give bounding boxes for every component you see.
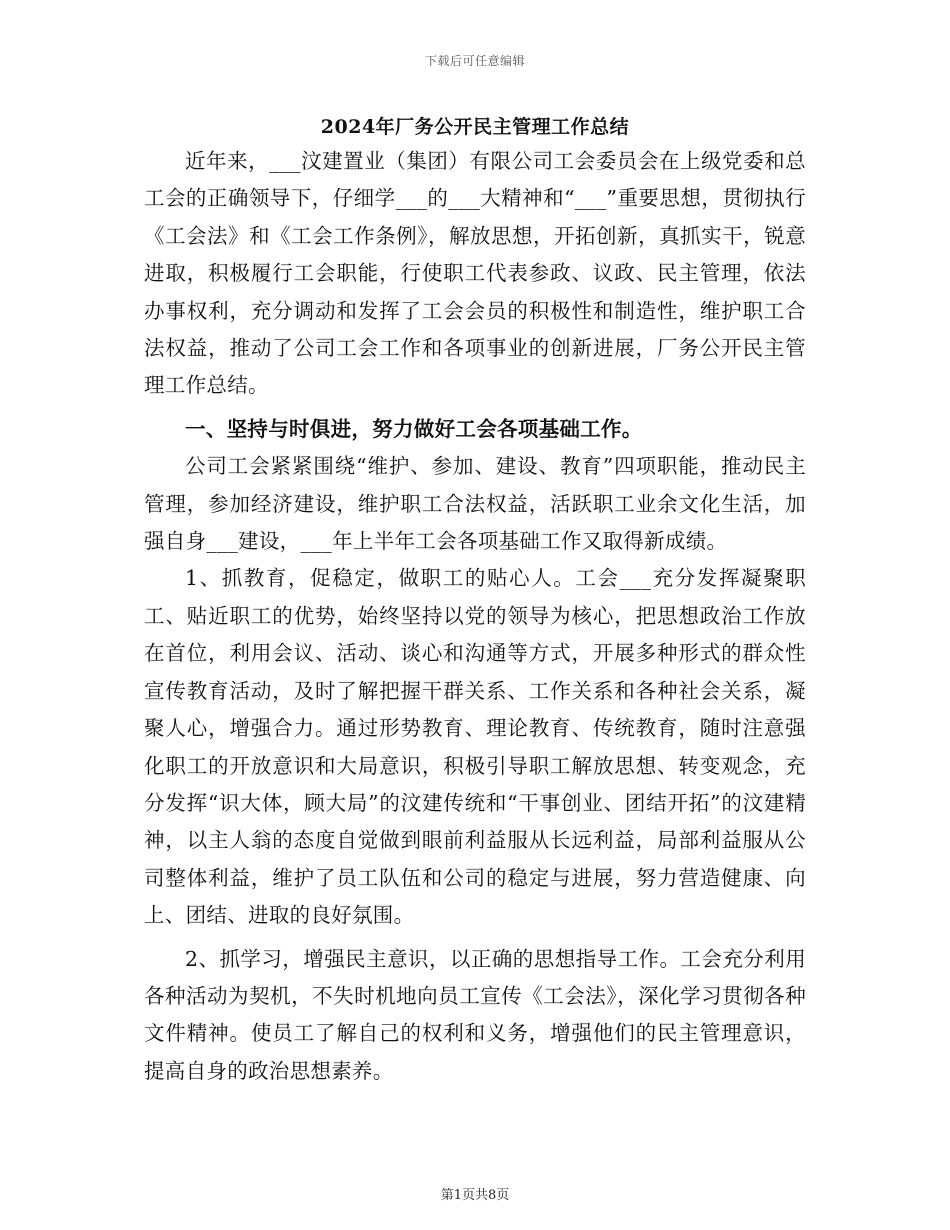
document-title: 2024年厂务公开民主管理工作总结 [320, 116, 630, 138]
section-heading: 一、坚持与时俱进，努力做好工会各项基础工作。 [185, 416, 643, 441]
body-paragraph: 公司工会紧紧围绕“维护、参加、建设、教育”四项职能，推动民主管理，参加经济建设，维护职工合法权益，活跃职工业余文化生活，加强自身___建设，___年上半年工会各项基础工作又取得新成绩。 [144, 454, 806, 554]
page-number-footer: 第1页共8页 [440, 1188, 510, 1203]
body-paragraph: 2、抓学习，增强民主意识，以正确的思想指导工作。工会充分利用各种活动为契机，不失时机地向员工宣传《工会法》，深化学习贯彻各种文件精神。使员工了解自己的权利和义务，增强他们的民主管理意识，提高自身的政治思想素养。 [144, 946, 806, 1083]
intro-paragraph: 近年来，___汶建置业（集团）有限公司工会委员会在上级党委和总工会的正确领导下，仔细学___的___大精神和“___”重要思想，贯彻执行《工会法》和《工会工作条例》，解放思想，开拓创新，真抓实干，锐意进取，积极履行工会职能，行使职工代表参政、议政、民主管理，依法办事权利，充分调动和发挥了工会会员的积极性和制造性，维护职工合法权益，推动了公司工会工作和各项事业的创新进展，厂务公开民主管理工作总结。 [144, 149, 806, 398]
document-body [144, 143, 806, 1090]
body-paragraph: 1、抓教育，促稳定，做职工的贴心人。工会___充分发挥凝聚职工、贴近职工的优势，始终坚持以党的领导为核心，把思想政治工作放在首位，利用会议、活动、谈心和沟通等方式，开展多种形式的群众性宣传教育活动，及时了解把握干群关系、工作关系和各种社会关系，凝聚人心，增强合力。通过形势教育、理论教育、传统教育，随时注意强化职工的开放意识和大局意识，积极引导职工解放思想、转变观念，充分发挥“识大体，顾大局”的汶建传统和“干事创业、团结开拓”的汶建精神，以主人翁的态度自觉做到眼前利益服从长远利益，局部利益服从公司整体利益，维护了员工队伍和公司的稳定与进展，努力营造健康、向上、团结、进取的良好氛围。 [144, 566, 806, 928]
page-header-note: 下载后可任意编辑 [424, 54, 525, 68]
